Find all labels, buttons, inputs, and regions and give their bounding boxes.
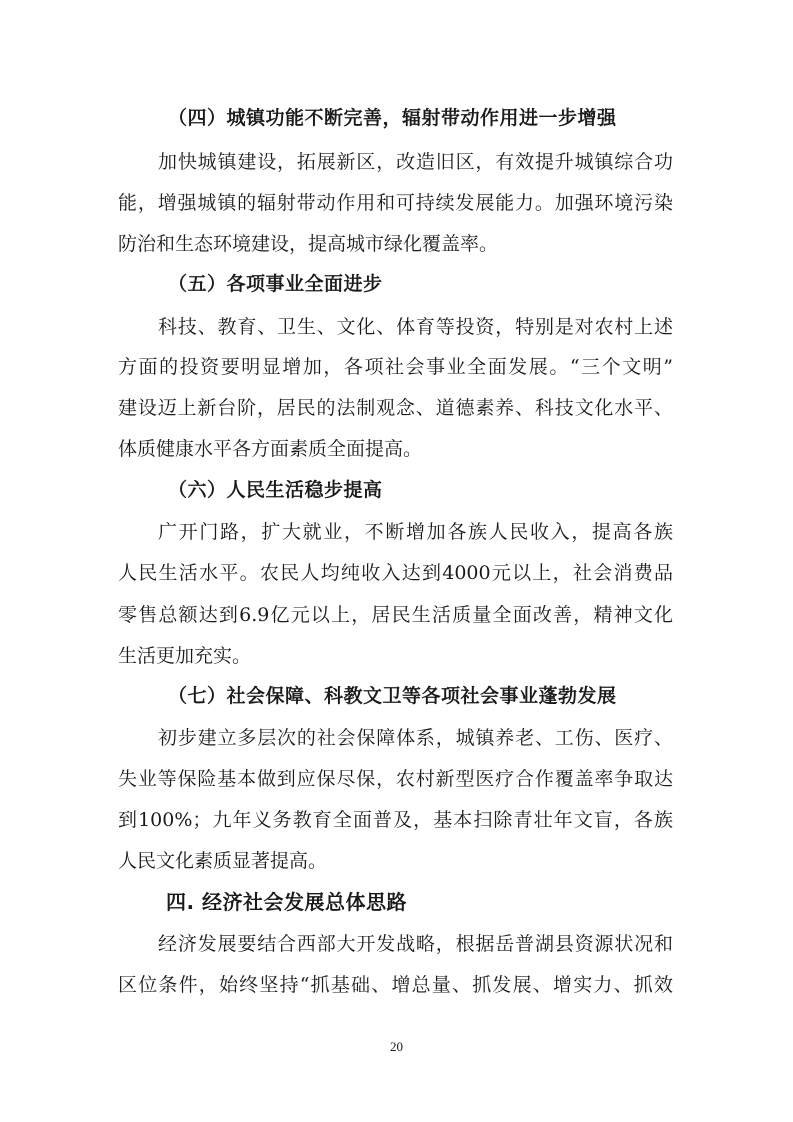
section-heading-6: （六）人民生活稳步提高 bbox=[168, 479, 383, 501]
paragraph-line: 建设迈上新台阶，居民的法制观念、道德素养、科技文化水平、 bbox=[118, 397, 673, 419]
paragraph-line: 防治和生态环境建设，提高城市绿化覆盖率。 bbox=[118, 233, 499, 255]
page-number: 20 bbox=[390, 1039, 403, 1054]
section-heading-5: （五）各项事业全面进步 bbox=[168, 273, 383, 295]
paragraph-line: 经济发展要结合西部大开发战略，根据岳普湖县资源状况和 bbox=[158, 933, 673, 955]
paragraph-line: 方面的投资要明显增加，各项社会事业全面发展。“三个文明” bbox=[118, 356, 673, 378]
paragraph-line: 科技、教育、卫生、文化、体育等投资，特别是对农村上述 bbox=[158, 316, 673, 338]
paragraph-line: 体质健康水平各方面素质全面提高。 bbox=[118, 438, 423, 460]
section-heading-4: （四）城镇功能不断完善，辐射带动作用进一步增强 bbox=[168, 107, 617, 129]
paragraph-line: 零售总额达到6.9亿元以上，居民生活质量全面改善，精神文化 bbox=[118, 604, 673, 626]
paragraph-line: 到100%；九年义务教育全面普及，基本扫除青壮年文盲，各族 bbox=[118, 809, 673, 831]
paragraph-line: 能，增强城镇的辐射带动作用和可持续发展能力。加强环境污染 bbox=[118, 192, 673, 214]
paragraph-line: 人民文化素质显著提高。 bbox=[118, 850, 328, 872]
paragraph-line: 广开门路，扩大就业，不断增加各族人民收入，提高各族 bbox=[158, 521, 673, 543]
paragraph-line: 人民生活水平。农民人均纯收入达到4000元以上，社会消费品 bbox=[118, 562, 673, 584]
paragraph-line: 生活更加充实。 bbox=[118, 645, 252, 667]
paragraph-line: 失业等保险基本做到应保尽保，农村新型医疗合作覆盖率争取达 bbox=[118, 768, 673, 790]
paragraph-line: 初步建立多层次的社会保障体系，城镇养老、工伤、医疗、 bbox=[158, 727, 673, 749]
paragraph-line: 区位条件，始终坚持“抓基础、增总量、抓发展、增实力、抓效 bbox=[118, 974, 673, 996]
section-heading-7: （七）社会保障、科教文卫等各项社会事业蓬勃发展 bbox=[168, 685, 617, 707]
paragraph-line: 加快城镇建设，拓展新区，改造旧区，有效提升城镇综合功 bbox=[158, 151, 673, 173]
chapter-heading: 四. 经济社会发展总体思路 bbox=[166, 890, 408, 914]
